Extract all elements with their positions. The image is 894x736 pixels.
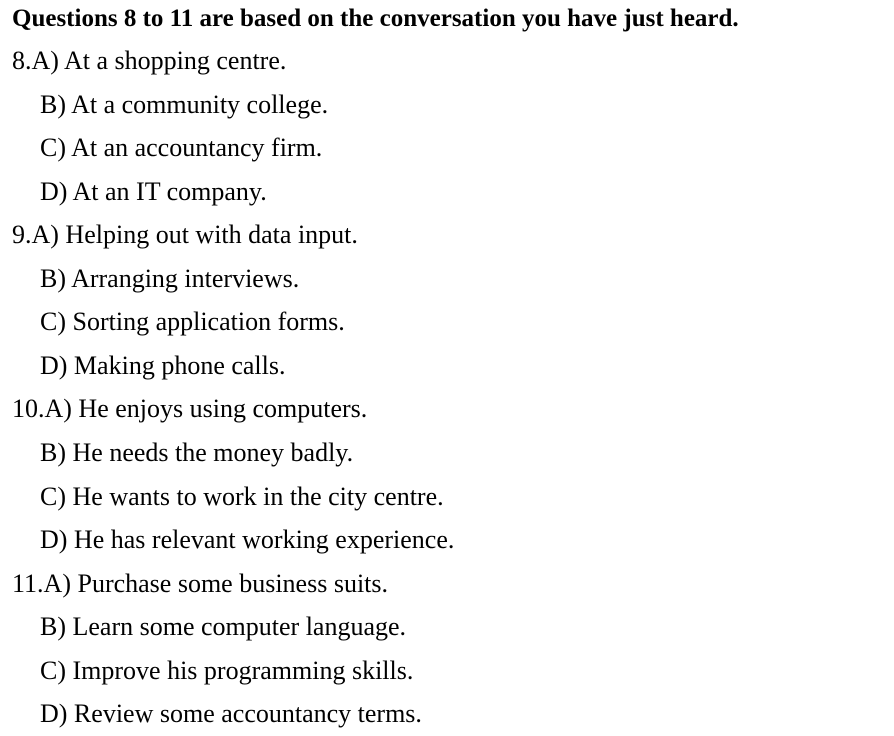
question-number: 10. — [12, 394, 45, 423]
question-number: 9. — [12, 220, 32, 249]
question-10-option-c: C) He wants to work in the city centre. — [40, 482, 444, 511]
question-10-option-b: B) He needs the money badly. — [40, 438, 354, 467]
question-9-option-a — [12, 218, 358, 252]
question-9-option-b: B) Arranging interviews. — [40, 264, 300, 293]
question-10-option-d: D) He has relevant working experience. — [40, 525, 455, 554]
question-11-option-a — [12, 567, 388, 601]
option-text: A) At a shopping centre. — [31, 46, 287, 75]
question-9-option-c: C) Sorting application forms. — [40, 307, 345, 336]
question-number: 8. — [12, 46, 32, 75]
question-8-option-c: C) At an accountancy firm. — [40, 133, 323, 162]
question-10-option-a — [12, 392, 367, 426]
question-11-option-c: C) Improve his programming skills. — [40, 656, 414, 685]
option-text: A) Purchase some business suits. — [43, 569, 389, 598]
question-9-option-d: D) Making phone calls. — [40, 351, 286, 380]
question-11-option-d: D) Review some accountancy terms. — [40, 699, 422, 728]
option-text: A) Helping out with data input. — [31, 220, 358, 249]
question-8-option-b: B) At a community college. — [40, 90, 329, 119]
question-8-option-d: D) At an IT company. — [40, 177, 267, 206]
section-heading: Questions 8 to 11 are based on the conversation you have just heard. — [12, 5, 739, 32]
question-8-option-a — [12, 44, 286, 78]
question-11-option-b: B) Learn some computer language. — [40, 612, 407, 641]
question-number: 11. — [12, 569, 44, 598]
option-text: A) He enjoys using computers. — [44, 394, 368, 423]
